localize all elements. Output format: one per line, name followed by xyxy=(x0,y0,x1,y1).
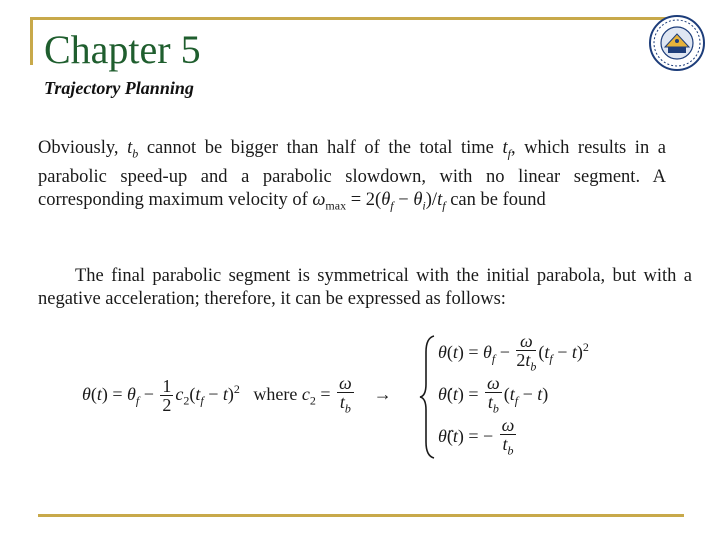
brace-icon xyxy=(418,334,438,460)
page-subtitle: Trajectory Planning xyxy=(44,78,194,98)
header-rule-left xyxy=(30,17,33,65)
tb-symbol: $t_b$ xyxy=(127,138,139,161)
tf-symbol: $t_f$ xyxy=(502,138,511,161)
p1-text-b: cannot be bigger than half of the total time xyxy=(138,138,503,158)
university-seal-icon xyxy=(648,14,706,72)
omega-max-expression: $\omega_{max} = 2(\theta_f - \theta_i)/t_f$ xyxy=(312,189,446,213)
where-label: where xyxy=(253,383,298,404)
page-title: Chapter 5 xyxy=(44,27,201,72)
header-rule-top xyxy=(30,17,680,20)
paragraph-1 xyxy=(38,137,666,217)
paragraph-2: The final parabolic segment is symmetrical with the initial parabola, but with a negative acceleration; therefore, it can be expressed as follows: xyxy=(38,266,692,309)
p1-text-c: , which results in a parabolic speed-up and a parabolic slowdown, with no linear segment. A corresponding maximum velocity of xyxy=(38,138,666,210)
p1-text-d: can be found xyxy=(445,189,546,210)
footer-rule xyxy=(38,514,684,517)
equation-theta-dot: θ̇(t) = $\frac{\omega}{t_b}$ $(t_f - t)$ xyxy=(438,373,549,416)
equation-theta-ddot: θ̈(t) = − $\frac{\omega}{t_b}$ xyxy=(438,415,515,458)
p1-text-a: Obviously, xyxy=(38,138,128,158)
equation-theta-final: $\theta(t) = \theta_f$ − $\frac{\omega}{2t_b}$ $(t_f - t)^2$ xyxy=(438,331,589,374)
arrow-symbol: → xyxy=(373,383,392,404)
equation-theta: $\theta(t) = \theta_f$ − $\frac{1}{2}$ $c_2(t_f - t)^2$ where $c_2$ = $\frac{\omega}{t_b}$ → xyxy=(82,373,392,416)
